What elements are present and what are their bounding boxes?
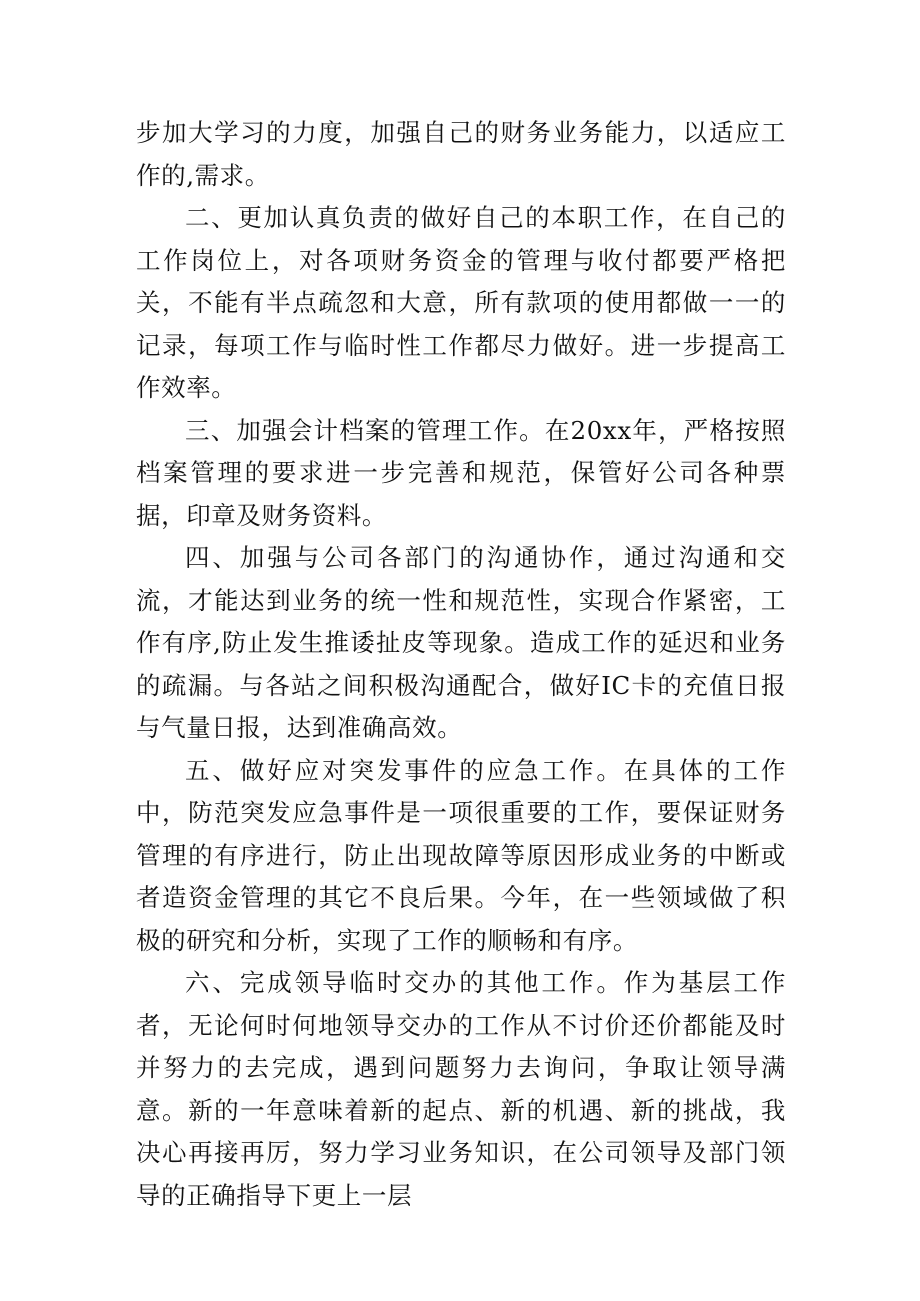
document-body: [136, 112, 786, 1217]
paragraph-item-6: 六、完成领导临时交办的其他工作。作为基层工作者，无论何时何地领导交办的工作从不讨价还价都能及时并努力的去完成，遇到问题努力去询问，争取让领导满意。新的一年意味着新的起点、新的机遇、新的挑战，我决心再接再厉，努力学习业务知识，在公司领导及部门领导的正确指导下更上一层: [136, 968, 786, 1210]
paragraph-continuation: 步加大学习的力度，加强自己的财务业务能力，以适应工作的,需求。: [136, 118, 786, 190]
paragraph-item-2: 二、更加认真负责的做好自己的本职工作，在自己的工作岗位上，对各项财务资金的管理与收付都要严格把关，不能有半点疏忽和大意，所有款项的使用都做一一的记录，每项工作与临时性工作都尽力做好。进一步提高工作效率。: [136, 203, 786, 402]
paragraph-item-5: 五、做好应对突发事件的应急工作。在具体的工作中，防范突发应急事件是一项很重要的工作，要保证财务管理的有序进行，防止出现故障等原因形成业务的中断或者造资金管理的其它不良后果。今年，在一些领域做了积极的研究和分析，实现了工作的顺畅和有序。: [136, 755, 786, 955]
paragraph-item-3: 三、加强会计档案的管理工作。在20xx年，严格按照档案管理的要求进一步完善和规范，保管好公司各种票据，印章及财务资料。: [136, 415, 786, 530]
paragraph-item-4: 四、加强与公司各部门的沟通协作，通过沟通和交流，才能达到业务的统一性和规范性，实现合作紧密，工作有序,防止发生推诿扯皮等现象。造成工作的延迟和业务的疏漏。与各站之间积极沟通配合，做好IC卡的充值日报与气量日报，达到准确高效。: [136, 543, 786, 742]
